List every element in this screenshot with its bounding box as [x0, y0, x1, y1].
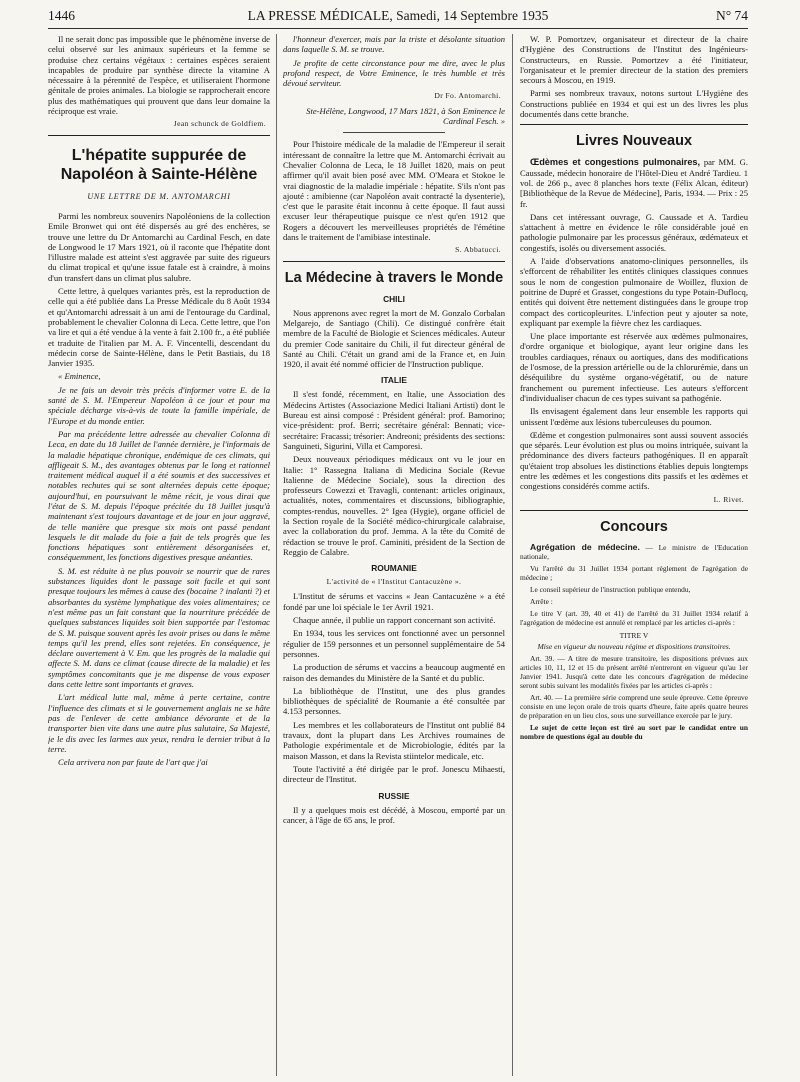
letter-place: Ste-Hélène, Longwood, 17 Mars 1821, à Son Eminence le Cardinal Fesch. » [306, 105, 505, 127]
concours-line: Vu l'arrêté du 31 Juillet 1934 portant règlement de l'agrégation de médecine ; [520, 563, 748, 582]
news-paragraph: Nous apprenons avec regret la mort de M. Gonzalo Corbalan Melgarejo, de Santiago (Chili). Ce distingué confrère était membre de la Faculté de Biologie et Sciences médicales. Auteur du premier Code sanitaire du Chili, il fut directeur général de Santé au Chili. C'était un grand ami de la France et, en Juin 1920, il avait été nommé officier de l'Instruction publique. [283, 307, 505, 370]
letter-paragraph: L'art médical lutte mal, même à perte certaine, contre l'influence des climats et si le gouvernement anglais ne se hâte pas de l'enlever de cette ambiance dévorante et de la transporter bien vite dans une autre plus salutaire, Sa Majesté, je le dis avec les larmes aux yeux, rendra le dernier tribut à la terre. [48, 692, 270, 754]
commentary-paragraph: Pour l'histoire médicale de la maladie de l'Empereur il serait intéressant de connaître la lettre que M. Antomarchi écrivait au Chevalier Colonna de Leca, le 18 Juillet 1820, mais on peut affirmer qu'il avait bien posé avec MM. O'Meara et Stokoe le vrai diagnostic de la maladie impériale : hépatite. S'ils n'ont pas ajouté : amibienne (car Napoléon avait contracté la dysenterie), c'est que le parasite était inconnu à cette époque. Il faut aussi excuser leur thérapeutique puisque ce n'est qu'en 1912 que Rogers a découvert les merveilleuses propriétés de l'émétine dans le traitement de l'amibiase intestinale. [283, 139, 505, 243]
column-3 [520, 34, 748, 1076]
news-paragraph: Il y a quelques mois est décédé, à Moscou, emporté par un cancer, à l'âge de 65 ans, le prof. [283, 804, 505, 825]
column-divider [512, 34, 513, 1076]
page-number: 1446 [48, 8, 75, 23]
country-heading: CHILI [383, 293, 405, 304]
news-paragraph: L'Institut de sérums et vaccins « Jean Cantacuzène » a été fondé par une loi spéciale le 1er Avril 1921. [283, 591, 505, 612]
letter-paragraph: Je profite de cette circonstance pour me dire, avec le plus profond respect, de Votre Eminence, le très humble et très dévoué serviteur. [283, 57, 505, 89]
letter-paragraph: Je ne fais un devoir très précis d'informer votre E. de la santé de S. M. l'Empereur Napoléon à ce jour et pour ma spéciale décharge vis-à-vis de toute la famille impériale, de l'Europe et du monde entier. [48, 384, 270, 426]
section-title: La Médecine à travers le Monde [284, 269, 504, 286]
separator [48, 135, 270, 136]
intro-signature: Jean schunck de Goldfiem. [173, 119, 266, 129]
review-paragraph: Dans cet intéressant ouvrage, G. Caussade et A. Tardieu s'attachent à mettre en évidence le rôle considérable joué en pathologie pulmonaire par les processus généraux, œdémateux et congestifs, isolés ou diversement associés. [520, 211, 748, 253]
article-text: Art. 40. — La première série comprend une seule épreuve. Cette épreuve consiste en une leçon orale de trois quarts d'heure, faite après quatre heures de préparation en un lieu clos, sous une surveillance exercée par le jury. [520, 693, 748, 721]
intro-paragraph: Il ne serait donc pas impossible que le phénomène inverse de celui observé sur les animaux supérieurs et la femme se produise chez certains végétaux : certaines espèces seraient incapables de produire par synthèse directe la vitamine A nécessaire à la pérennité de l'espèce, et utiliseraient l'hormone génitale de proies animales. La biologie se rapprocherait encore plus des mathématiques qui prouvent que dans leur domaine la réciproque est vraie. [48, 34, 270, 117]
section-title: Livres Nouveaux [575, 133, 693, 150]
concours-line: Le conseil supérieur de l'instruction publique entendu, [530, 584, 691, 594]
news-paragraph: Les membres et les collaborateurs de l'Institut ont publié 84 travaux, dont la plupart dans Les Archives roumaines de Pathologie expérimentale et de Microbiologie, édités par la maison Masson, et dans la Revista stiintelor medicale, etc. [283, 719, 505, 761]
separator [520, 124, 748, 125]
country-heading: ITALIE [381, 375, 407, 386]
news-paragraph: La bibliothèque de l'Institut, une des plus grandes bibliothèques de spécialité de Roumanie a été consultée par 4.153 personnes. [283, 685, 505, 717]
letter-paragraph: S. M. est réduite à ne plus pouvoir se nourrir que de rares substances liquides dont le passage soit facile et qui sont presque toujours les mêmes à cause des (bocaine ? inalanti ?) et absorbantes du système lymphatique des voies alimentaires; ce n'est même pas un fait constant que la nourriture précédée de quelques substances liquides soit bien supportée par l'estomac de S. M. puisque souvent après les avoir prises ou dans le même temps qu'il les prend, elles sont rejetées. En conséquence, je déclare ouvertement à V. Em. que les progrès de la maladie qui affecte S. M. dans ce climat (cause directe de la maladie) et les symptômes concomitants que je me dispense de vous exposer dans cette lettre sont importants et graves. [48, 565, 270, 690]
news-paragraph: Chaque année, il publie un rapport concernant son activité. [293, 615, 496, 626]
review-paragraph: Ils envisagent également dans leur ensemble les rapports qui unissent l'œdème aux lésions tuberculeuses du poumon. [520, 406, 748, 427]
article-subtitle: UNE LETTRE DE M. ANTOMARCHI [87, 191, 231, 201]
concours-line: Le titre V (art. 39, 40 et 41) de l'arrêté du 31 Juillet 1934 relatif à l'agrégation de médecine est annulé et remplacé par les articles ci-après : [520, 608, 748, 627]
article-text: Art. 39. — A titre de mesure transitoire, les dispositions prévues aux articles 10, 11, 12 et 15 du présent arrêté n'entreront en vigueur qu'au 1er Janvier 1941. Jusqu'à cette date les concours d'agrégation de médecine seront subis suivant les modalités fixées par les articles ci-après : [520, 654, 748, 691]
article-paragraph: Cette lettre, à quelques variantes près, est la reproduction de celle qui a été publiée dans La Presse Médicale du 8 Août 1934 et qu'Antomarchi adressait à un ami de l'entourage du Cardinal, probablement le chevalier Colonna di Leca. Cette lettre, que l'on va lire et qui a été vendue à la vente à fait 2.100 fr., a été publiée et traduite de l'italien par M. A. F. Vincentelli, descendant du médecin corse de Sainte-Hélène, dans le Petit Bastiais, du 18 Janvier 1935. [48, 286, 270, 369]
book-reference: par MM. G. Caussade, médecin honoraire de l'Hôtel-Dieu et André Tardieu. 1 vol. de 266 p., avec 8 planches hors texte (Félix Alcan, éditeur) [Bibliothèque de la Revue de Médecine], Paris, 1934. — Prix : 25 fr. [520, 157, 748, 209]
country-heading: ROUMANIE [371, 563, 417, 574]
section-title: Concours [600, 518, 668, 535]
titre-heading: TITRE V [619, 630, 649, 640]
letter-signature: Dr Fo. Antomarchi. [434, 91, 501, 101]
commentary-signature: S. Abbatucci. [455, 245, 501, 255]
page-header [48, 6, 748, 29]
concours-title: Agrégation de médecine. [530, 541, 640, 552]
book-title: Œdèmes et congestions pulmonaires, [530, 157, 701, 168]
concours-intro: — Le ministre de l'Education nationale, [520, 542, 748, 561]
separator [520, 510, 748, 511]
issue-number: N° 74 [715, 8, 748, 23]
review-signature: L. Rivet. [713, 494, 744, 504]
letter-paragraph: « Eminence, [58, 371, 101, 382]
article-paragraph: Parmi les nombreux souvenirs Napoléoniens de la collection Emile Bronwet qui ont été dispersés au gré des enchères, se trouve une lettre du Dr Antomarchi au Cardinal Fesch, en date de Longwood le 17 Mars 1921, où il raconte que l'hépatite dont l'illustre malade est atteint s'est aggravée par suite des rigueurs du climat tropical et qu'une issue fatale est à craindre, à moins d'un transfert dans un climat plus salubre. [48, 210, 270, 283]
article-text: Le sujet de cette leçon est tiré au sort par le candidat entre un nombre de questions égal au double du [520, 723, 748, 742]
column-1 [48, 34, 270, 1076]
review-paragraph: Une place importante est réservée aux œdèmes pulmonaires, d'ordre organique et biologique, ayant leur origine dans les troubles cardiaques, rénaux ou aortiques, dans des modifications de l'osmose, de la pression artérielle ou de la chlorurémie, dans un déséquilibre du système organo-végétatif, ou de nature franchement ou purement infectieuse. Les auteurs s'efforcent d'individualiser chacun de ces types suivant sa pathogénie. [520, 331, 748, 403]
news-paragraph: Toute l'activité a été dirigée par le prof. Jonescu Mihaesti, directeur de l'Institut. [283, 763, 505, 785]
country-heading: RUSSIE [378, 790, 410, 801]
news-paragraph: Il s'est fondé, récemment, en Italie, une Association des Médecins Artistes (Associazione Medici Italiani Artisti) dont le Bureau est ainsi composé : Président général: prof. Bamorino; vice-président: prof. Berri; secrétaire général: Bennati; vice-secrétaire: Fracassi; trésorier: Andreoni; présidents des sections: Sanguineti, Sigurini, Villa et Camporesi. [283, 389, 505, 451]
review-paragraph: A l'aide d'observations anatomo-cliniques personnelles, ils s'efforcent de réhabiliter les entités cliniques classiques connues sous le nom de congestion pulmonaire de Woillez, fluxion de poitrine de Dupré et Grasset, congestions du type Potain-Duflocq, entités qui doivent être nettement distinguées dans le groupe trop compact des corticopleurites. L'infection peut y ajouter sa note, expliquant par exemple la fièvre chez les cardiaques. [520, 256, 748, 328]
news-subheading: L'activité de « l'Institut Cantacuzène ». [326, 577, 462, 587]
letter-paragraph: l'honneur d'exercer, mais par la triste et désolante situation dans laquelle S. M. se trouve. [283, 34, 505, 55]
journal-title: LA PRESSE MÉDICALE, Samedi, 14 Septembre 1935 [247, 8, 549, 23]
news-paragraph: En 1934, tous les services ont fonctionné avec un personnel régulier de 159 personnes et un personnel supplémentaire de 54 personnes. [283, 628, 505, 659]
titre-subheading: Mise en vigueur du nouveau régime et dispositions transitoires. [537, 642, 731, 652]
concours-line: Arrête : [530, 596, 553, 606]
news-paragraph: Parmi ses nombreux travaux, notons surtout L'Hygiène des Constructions publiée en 1934 et qui est un des livres les plus documentés dans cette branche. [520, 88, 748, 120]
column-2 [283, 34, 505, 1076]
separator [343, 132, 445, 133]
letter-paragraph: Cela arrivera non par faute de l'art que j'ai [58, 757, 208, 768]
separator [283, 261, 505, 262]
letter-paragraph: Par ma précédente lettre adressée au chevalier Colonna di Leca, en date du 18 Juillet de l'année dernière, je l'informais de la maladie hépatique chronique, endémique de ces climats, qui affligeait S. M., des avantages obtenus par le long et rationnel traitement médical auquel il a été soumis et des successives et notables rechutes qui se sont alternées depuis cette époque; aujourd'hui, en poursuivant le même récit, je vous dirai que l'état de S. M. depuis l'époque précitée du 18 Juillet jusqu'à maintenant s'est toujours davantage et de jour en jour aggravé, de telle manière que presque six mois ont passé pendant lesquels le dit malade du foie a fait de tels progrès que les fonctions hépatiques sont entièrement désorganisées et, conséquemment, les fonctions digestives presque anéanties. [48, 428, 270, 563]
news-paragraph: Deux nouveaux périodiques médicaux ont vu le jour en Italie: 1° Rassegna Italiana di Medicina Sociale (Revue Italienne de Médecine Sociale), sous la direction des professeurs Cowezzi et Travagli, contenant: articles originaux, actualités, notes, commentaires et discussions, bibliographie, comptes-rendus, nouvelles. 2° Igea (Hygie), organe officiel de la Section royale de la Société médico-chirurgicale calabraise, avec la collaboration du prof. Jemma. A la tête du Comité de rédaction se trouve le prof. Caminiti, président de la Section de Reggio de Calabre. [283, 454, 505, 557]
news-paragraph: W. P. Pomortzev, organisateur et directeur de la chaire d'Hygiène des Constructions de l'Institut des Ingénieurs-Constructeurs, en Russie. Pomortzev a été l'initiateur, l'organisateur et le premier directeur de la station des premiers secours à Moscou, en 1919. [520, 34, 748, 86]
news-paragraph: La production de sérums et vaccins a beaucoup augmenté en raison des demandes du Ministère de la Santé et du public. [283, 662, 505, 683]
column-divider [276, 34, 277, 1076]
review-paragraph: Œdème et congestion pulmonaires sont aussi souvent associés que séparés. Leur évolution est plus ou moins intriquée, suivant la prédominance des divers facteurs pathogéniques. Il en apparaît qu'étaient trop absolues les distinctions établies depuis longtemps entre les œdèmes et les congestions dits passifs et les œdèmes et congestions considérés comme actifs. [520, 429, 748, 492]
article-title: L'hépatite suppurée de Napoléon à Sainte-Hélène [60, 146, 258, 183]
